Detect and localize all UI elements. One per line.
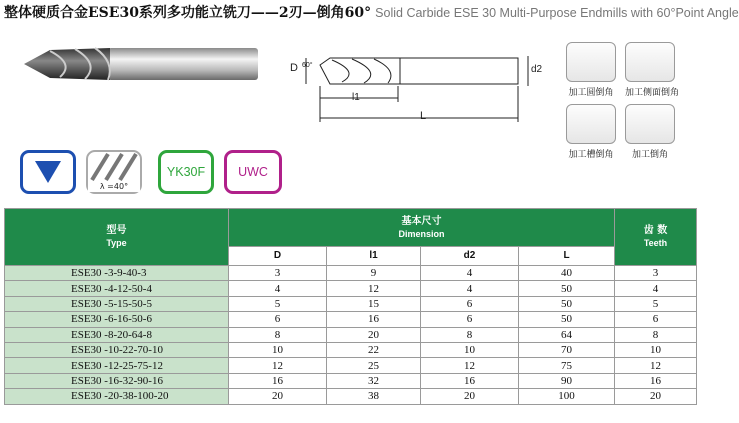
title-zh: 整体硬质合金ESE30系列多功能立铣刀——2刃—倒角60° [4, 5, 372, 21]
value-cell: 5 [615, 296, 697, 311]
value-cell: 70 [519, 342, 615, 357]
chamfer-icon: 加工倒角 [625, 104, 675, 160]
value-cell: 32 [327, 373, 421, 388]
value-cell: 8 [615, 327, 697, 342]
type-cell: ESE30 -5-15-50-5 [5, 296, 229, 311]
value-cell: 90 [519, 373, 615, 388]
col-l1: l1 [327, 247, 421, 266]
helix-angle-icon [86, 150, 142, 194]
table-row [5, 373, 697, 388]
grade-badge: YK30F [158, 150, 214, 194]
value-cell: 16 [421, 373, 519, 388]
value-cell: 16 [327, 312, 421, 327]
value-cell: 5 [229, 296, 327, 311]
value-cell: 12 [327, 281, 421, 296]
value-cell: 12 [421, 358, 519, 373]
dim-l1-label: l1 [352, 92, 360, 103]
value-cell: 9 [327, 266, 421, 281]
slot-chamfer-icon: 加工槽倒角 [566, 104, 616, 160]
value-cell: 38 [327, 389, 421, 404]
value-cell: 10 [615, 342, 697, 357]
value-cell: 6 [229, 312, 327, 327]
title-en: Solid Carbide ESE 30 Multi-Purpose Endmills with 60°Point Angle [375, 6, 739, 20]
type-cell: ESE30 -4-12-50-4 [5, 281, 229, 296]
col-d2: d2 [421, 247, 519, 266]
dim-L-label: L [420, 110, 427, 122]
value-cell: 22 [327, 342, 421, 357]
type-cell: ESE30 -16-32-90-16 [5, 373, 229, 388]
value-cell: 10 [421, 342, 519, 357]
dim-angle-label: 60° [302, 62, 313, 69]
value-cell: 3 [229, 266, 327, 281]
value-cell: 20 [421, 389, 519, 404]
value-cell: 6 [421, 296, 519, 311]
dim-d2-label: d2 [531, 64, 543, 75]
value-cell: 25 [327, 358, 421, 373]
value-cell: 4 [615, 281, 697, 296]
value-cell: 16 [229, 373, 327, 388]
dim-D-label: D [290, 62, 298, 74]
value-cell: 16 [615, 373, 697, 388]
value-cell: 64 [519, 327, 615, 342]
dimension-header: 基本尺寸 Dimension [229, 209, 615, 247]
value-cell: 20 [229, 389, 327, 404]
value-cell: 3 [615, 266, 697, 281]
value-cell: 100 [519, 389, 615, 404]
col-D: D [229, 247, 327, 266]
side-chamfer-icon: 加工侧面倒角 [625, 42, 675, 98]
table-row [5, 342, 697, 357]
value-cell: 20 [327, 327, 421, 342]
table-row [5, 266, 697, 281]
table-row [5, 389, 697, 404]
dimension-drawing [290, 36, 543, 131]
value-cell: 6 [615, 312, 697, 327]
value-cell: 12 [229, 358, 327, 373]
type-cell: ESE30 -8-20-64-8 [5, 327, 229, 342]
value-cell: 50 [519, 296, 615, 311]
teeth-header: 齿 数 Teeth [615, 209, 697, 266]
type-header: 型号 Type [5, 209, 229, 266]
value-cell: 6 [421, 312, 519, 327]
value-cell: 20 [615, 389, 697, 404]
round-chamfer-icon: 加工圆倒角 [566, 42, 616, 98]
value-cell: 8 [421, 327, 519, 342]
helix-angle-label: λ =40° [88, 182, 140, 192]
value-cell: 12 [615, 358, 697, 373]
value-cell: 50 [519, 281, 615, 296]
value-cell: 75 [519, 358, 615, 373]
col-L: L [519, 247, 615, 266]
table-row [5, 281, 697, 296]
type-cell: ESE30 -20-38-100-20 [5, 389, 229, 404]
value-cell: 50 [519, 312, 615, 327]
table-row [5, 358, 697, 373]
type-cell: ESE30 -10-22-70-10 [5, 342, 229, 357]
table-row [5, 312, 697, 327]
value-cell: 4 [229, 281, 327, 296]
value-cell: 8 [229, 327, 327, 342]
table-row [5, 296, 697, 311]
type-cell: ESE30 -6-16-50-6 [5, 312, 229, 327]
value-cell: 40 [519, 266, 615, 281]
table-row [5, 327, 697, 342]
page-title [4, 2, 739, 22]
type-cell: ESE30 -12-25-75-12 [5, 358, 229, 373]
value-cell: 15 [327, 296, 421, 311]
value-cell: 10 [229, 342, 327, 357]
endmill-image [20, 42, 260, 92]
value-cell: 4 [421, 266, 519, 281]
type-cell: ESE30 -3-9-40-3 [5, 266, 229, 281]
spec-table [4, 208, 697, 405]
point-angle-icon [20, 150, 76, 194]
value-cell: 4 [421, 281, 519, 296]
coating-badge: UWC [224, 150, 282, 194]
